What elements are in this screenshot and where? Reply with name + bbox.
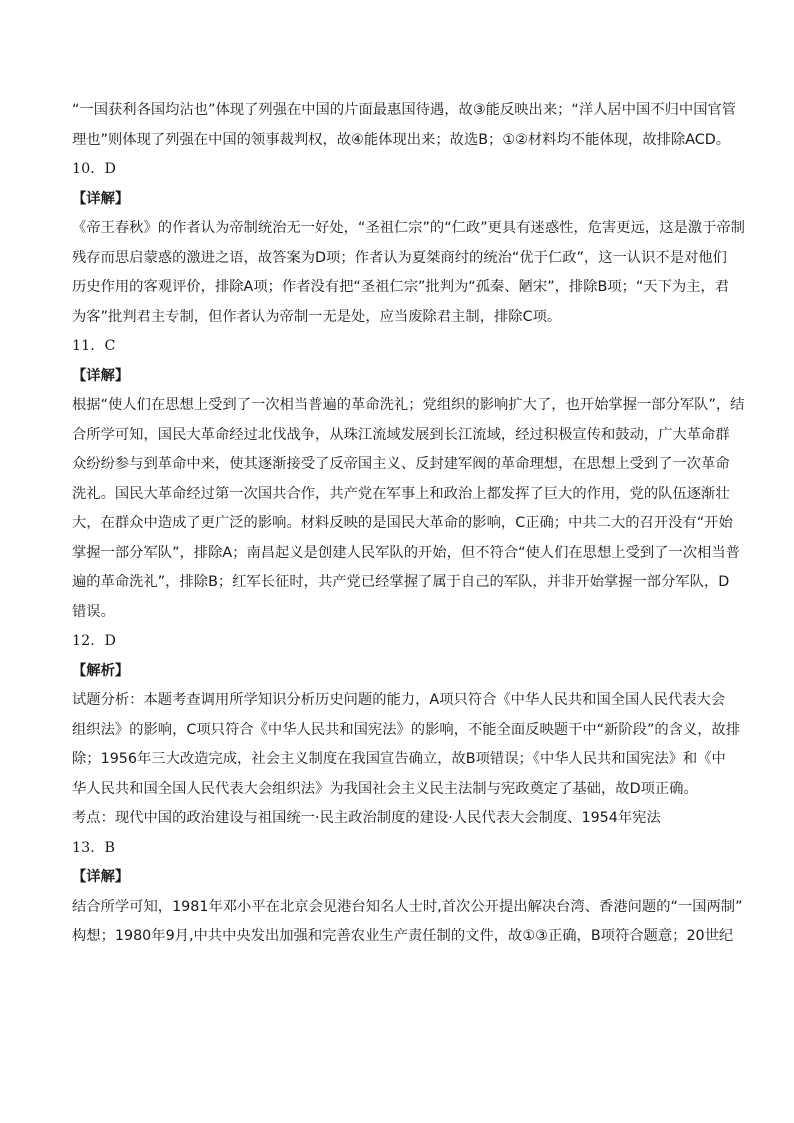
q11-section-tag: 【详解】 (72, 367, 130, 384)
q12-answer: 12．D (72, 633, 116, 649)
text-line: 众纷纷参与到革命中来，使其逐渐接受了反帝国主义、反封建军阀的革命理想，在思想上受到了一次革命 (72, 456, 730, 472)
text-line: 理也”则体现了列强在中国的领事裁判权，故④能体现出来；故选B；①②材料均不能体现，故排除ACD。 (72, 131, 731, 148)
answer-page (72, 96, 745, 952)
text-line: 组织法》的影响，C项只符合《中华人民共和国宪法》的影响，不能全面反映题干中“新阶段”的含义，故排 (72, 721, 741, 738)
text-line: 构想；1980年9月,中共中央发出加强和完善农业生产责任制的文件，故①③正确，B项符合题意；20世纪 (72, 928, 734, 944)
text-line: 华人民共和国全国人民代表大会组织法》为我国社会主义民主法制与宪政奠定了基础，故D项正确。 (72, 780, 698, 797)
q11-answer: 11．C (72, 338, 116, 354)
text-line: “一国获利各国均沾也”体现了列强在中国的片面最惠国待遇，故③能反映出来；“洋人居中国不归中国官管 (72, 102, 737, 118)
text-line: 根据“使人们在思想上受到了一次相当普遍的革命洗礼；党组织的影响扩大了，也开始掌握一部分军队”，结 (72, 397, 745, 413)
text-line: 试题分析：本题考查调用所学知识分析历史问题的能力，A项只符合《中华人民共和国全国人民代表大会 (72, 692, 726, 708)
text-line: 结合所学可知，1981年邓小平在北京会见港台知名人士时,首次公开提出解决台湾、香港问题的“一国两制” (72, 898, 743, 915)
text-line: 大，在群众中造成了更广泛的影响。材料反映的是国民大革命的影响，C正确；中共二大的召开没有“开始 (72, 515, 733, 531)
text-line: 除；1956年三大改造完成，社会主义制度在我国宣告确立，故B项错误；《中华人民共和国宪法》和《中 (72, 751, 726, 767)
q12-block (72, 627, 741, 834)
text-line: 为客”批判君主专制，但作者认为帝制一无是处，应当废除君主制，排除C项。 (72, 308, 562, 325)
q10-block (72, 155, 745, 332)
text-line: 历史作用的客观评价，排除A项；作者没有把“圣祖仁宗”批判为“孤秦、陋宋”，排除B项；“天下为主，君 (72, 279, 730, 295)
q11-block (72, 332, 745, 627)
q10-answer: 10．D (72, 161, 116, 177)
text-line: 错误。 (72, 603, 115, 620)
q10-section-tag: 【详解】 (72, 190, 130, 207)
q13-section-tag: 【详解】 (72, 869, 130, 885)
text-line: 遍的革命洗礼”，排除B；红军长征时，共产党已经掌握了属于自己的军队，并非开始掌握一部分军队，D (72, 574, 730, 590)
text-line: 《帝王春秋》的作者认为帝制统治无一好处，“圣祖仁宗”的“仁政”更具有迷惑性，危害更远，这是激于帝制 (72, 220, 745, 236)
q9-explanation-tail (72, 96, 737, 155)
q12-section-tag: 【解析】 (72, 662, 130, 679)
text-line: 考点：现代中国的政治建设与祖国统一·民主政治制度的建设·人民代表大会制度、1954年宪法 (72, 810, 661, 826)
q13-block (72, 834, 743, 952)
q13-answer: 13．B (72, 839, 115, 856)
text-line: 残存而思启蒙惑的激进之语，故答案为D项；作者认为夏桀商纣的统治“优于仁政”，这一认识不是对他们 (72, 249, 727, 266)
text-line: 合所学可知，国民大革命经过北伐战争，从珠江流域发展到长江流域，经过积极宣传和鼓动，广大革命群 (72, 426, 730, 443)
text-line: 洗礼。国民大革命经过第一次国共合作，共产党在军事上和政治上都发挥了巨大的作用，党的队伍逐渐壮 (72, 485, 730, 502)
text-line: 掌握一部分军队”，排除A；南昌起义是创建人民军队的开始，但不符合“使人们在思想上受到了一次相当普 (72, 544, 740, 561)
